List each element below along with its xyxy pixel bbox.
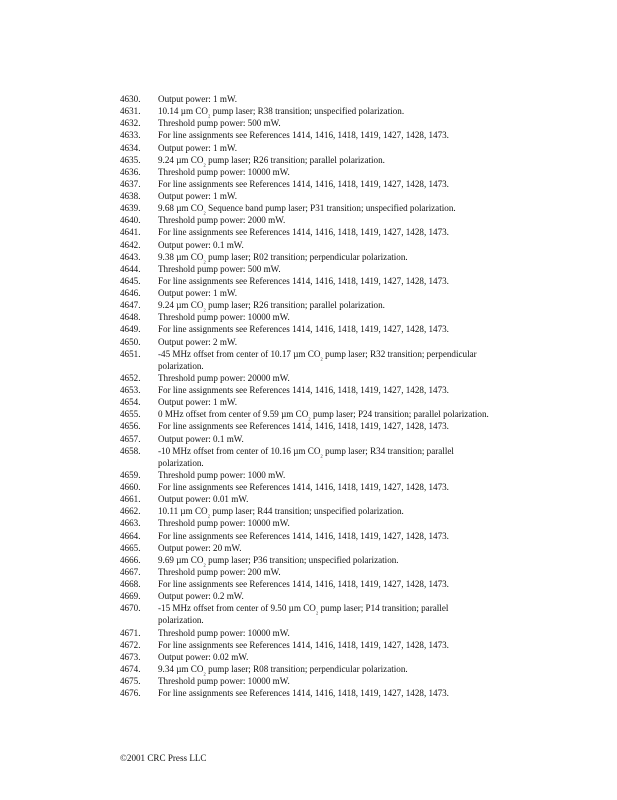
- entry-number: 4675.: [120, 676, 141, 686]
- list-item: [120, 517, 490, 529]
- entry-text: Threshold pump power: 10000 mW.: [158, 627, 290, 638]
- entry-text: For line assignments see References 1414, 1416, 1418, 1419, 1427, 1428, 1473.: [158, 579, 449, 589]
- entry-text: 9.38 µm $CO_{_2}$ pump laser; R02 transition; perpendicular polarization.: [158, 251, 408, 264]
- list-item: [120, 675, 490, 687]
- entry-text: For line assignments see References 1414, 1416, 1418, 1419, 1427, 1428, 1473.: [158, 130, 449, 141]
- entry-number: 4633.: [120, 130, 141, 141]
- list-item: [120, 372, 490, 384]
- entry-text: Output power: 0.2 mW.: [158, 591, 244, 602]
- entry-text: For line assignments see References 1414, 1416, 1418, 1419, 1427, 1428, 1473.: [158, 324, 449, 335]
- list-item: [120, 566, 490, 578]
- list-item: [120, 166, 490, 178]
- list-item: [120, 627, 490, 639]
- entry-text: Output power: 0.02 mW.: [158, 651, 249, 662]
- entry-text: -15 MHz offset from center of 9.50 µm $CO_{_2}$ pump laser; P14 transition; parallel polarization.: [158, 603, 449, 626]
- list-item: [120, 445, 490, 469]
- entry-number: 4632.: [120, 118, 141, 129]
- list-item: [120, 663, 490, 675]
- copyright-footer: ©2001 CRC Press LLC: [120, 753, 207, 763]
- entry-text: Output power: 1 mW.: [158, 94, 237, 104]
- entry-number: 4665.: [120, 542, 141, 553]
- list-item: [120, 433, 490, 445]
- entry-number: 4635.: [120, 154, 141, 165]
- list-item: [120, 481, 490, 493]
- entry-number: 4640.: [120, 215, 141, 226]
- entry-number: 4642.: [120, 239, 141, 250]
- list-item: [120, 93, 490, 105]
- entry-text: 9.24 µm $CO_{_2}$ pump laser; R26 transition; parallel polarization.: [158, 154, 385, 167]
- list-item: [120, 651, 490, 663]
- entry-number: 4660.: [120, 482, 141, 492]
- entry-text: 0 MHz offset from center of 9.59 µm $CO_{_2}$ pump laser; P24 transition; parallel polarization.: [158, 409, 489, 422]
- list-item: [120, 348, 490, 372]
- entry-number: 4657.: [120, 433, 141, 444]
- list-item: [120, 117, 490, 129]
- entry-number: 4648.: [120, 312, 141, 323]
- entry-number: 4655.: [120, 409, 141, 420]
- list-item: [120, 408, 490, 420]
- list-item: [120, 190, 490, 202]
- entry-text: Threshold pump power: 500 mW.: [158, 263, 281, 274]
- entry-text: For line assignments see References 1414, 1416, 1418, 1419, 1427, 1428, 1473.: [158, 421, 449, 432]
- list-item: [120, 530, 490, 542]
- list-item: [120, 505, 490, 517]
- entry-text: Output power: 0.01 mW.: [158, 494, 249, 505]
- entry-number: 4646.: [120, 288, 141, 298]
- entry-number: 4636.: [120, 166, 141, 177]
- list-item: [120, 214, 490, 226]
- entry-number: 4645.: [120, 275, 141, 286]
- entry-number: 4631.: [120, 106, 141, 117]
- entry-text: Output power: 1 mW.: [158, 288, 237, 298]
- list-item: [120, 384, 490, 396]
- entry-number: 4651.: [120, 348, 141, 359]
- list-item: [120, 578, 490, 590]
- entry-number: 4641.: [120, 227, 141, 238]
- entry-number: 4652.: [120, 372, 141, 383]
- entry-list: [120, 93, 490, 699]
- entry-number: 4654.: [120, 397, 141, 408]
- entry-text: Threshold pump power: 10000 mW.: [158, 166, 290, 177]
- list-item: [120, 420, 490, 432]
- list-item: [120, 154, 490, 166]
- entry-number: 4639.: [120, 203, 141, 214]
- entry-text: For line assignments see References 1414, 1416, 1418, 1419, 1427, 1428, 1473.: [158, 639, 449, 650]
- entry-text: -45 MHz offset from center of 10.17 µm $CO_{_2}$ pump laser; R32 transition; perpendicular polarization.: [158, 348, 477, 371]
- entry-number: 4634.: [120, 142, 141, 153]
- entry-text: For line assignments see References 1414, 1416, 1418, 1419, 1427, 1428, 1473.: [158, 530, 449, 541]
- entry-text: 9.34 µm $CO_{_2}$ pump laser; R08 transition; perpendicular polarization.: [158, 663, 408, 676]
- entry-number: 4671.: [120, 627, 141, 638]
- entry-number: 4638.: [120, 191, 141, 201]
- entry-number: 4669.: [120, 591, 141, 602]
- entry-number: 4662.: [120, 506, 141, 517]
- entry-number: 4664.: [120, 530, 141, 541]
- entry-number: 4650.: [120, 336, 141, 347]
- list-item: [120, 554, 490, 566]
- entry-number: 4656.: [120, 421, 141, 432]
- entry-number: 4653.: [120, 385, 141, 395]
- entry-number: 4667.: [120, 566, 141, 577]
- list-item: [120, 602, 490, 626]
- entry-text: Threshold pump power: 10000 mW.: [158, 676, 290, 686]
- entry-number: 4643.: [120, 251, 141, 262]
- list-item: [120, 687, 490, 699]
- entry-text: 9.24 µm $CO_{_2}$ pump laser; R26 transition; parallel polarization.: [158, 300, 385, 313]
- entry-text: Output power: 1 mW.: [158, 397, 237, 408]
- entry-text: For line assignments see References 1414, 1416, 1418, 1419, 1427, 1428, 1473.: [158, 688, 449, 699]
- entry-text: Output power: 20 mW.: [158, 542, 242, 553]
- list-item: [120, 323, 490, 335]
- entry-number: 4659.: [120, 469, 141, 480]
- entry-number: 4649.: [120, 324, 141, 335]
- entry-text: For line assignments see References 1414, 1416, 1418, 1419, 1427, 1428, 1473.: [158, 275, 449, 286]
- entry-text: Threshold pump power: 10000 mW.: [158, 312, 290, 323]
- list-item: [120, 336, 490, 348]
- entry-text: Threshold pump power: 20000 mW.: [158, 372, 290, 383]
- list-item: [120, 239, 490, 251]
- entry-text: Threshold pump power: 2000 mW.: [158, 215, 286, 226]
- entry-number: 4673.: [120, 651, 141, 662]
- list-item: [120, 299, 490, 311]
- entry-text: Output power: 0.1 mW.: [158, 239, 244, 250]
- entry-number: 4647.: [120, 300, 141, 311]
- entry-text: For line assignments see References 1414, 1416, 1418, 1419, 1427, 1428, 1473.: [158, 178, 449, 189]
- entry-number: 4674.: [120, 663, 141, 674]
- list-item: [120, 202, 490, 214]
- entry-number: 4670.: [120, 603, 141, 614]
- entry-text: 9.68 µm $CO_{_2}$ Sequence band pump laser; P31 transition; unspecified polarization.: [158, 203, 456, 216]
- list-item: [120, 129, 490, 141]
- entry-text: Threshold pump power: 500 mW.: [158, 118, 281, 129]
- entry-number: 4644.: [120, 263, 141, 274]
- list-item: [120, 469, 490, 481]
- entry-text: 10.14 µm $CO_{_2}$ pump laser; R38 transition; unspecified polarization.: [158, 106, 405, 119]
- entry-text: For line assignments see References 1414, 1416, 1418, 1419, 1427, 1428, 1473.: [158, 385, 449, 395]
- list-item: [120, 287, 490, 299]
- list-item: [120, 542, 490, 554]
- list-item: [120, 263, 490, 275]
- entry-text: Threshold pump power: 200 mW.: [158, 566, 281, 577]
- entry-number: 4661.: [120, 494, 141, 505]
- entry-number: 4676.: [120, 688, 141, 699]
- entry-number: 4666.: [120, 554, 141, 565]
- entry-number: 4672.: [120, 639, 141, 650]
- entry-text: Threshold pump power: 10000 mW.: [158, 518, 290, 529]
- list-item: [120, 396, 490, 408]
- entry-text: Threshold pump power: 1000 mW.: [158, 469, 286, 480]
- list-item: [120, 142, 490, 154]
- list-item: [120, 105, 490, 117]
- list-item: [120, 493, 490, 505]
- entry-text: -10 MHz offset from center of 10.16 µm $CO_{_2}$ pump laser; R34 transition; parallel polarization.: [158, 445, 454, 468]
- list-item: [120, 275, 490, 287]
- entry-text: For line assignments see References 1414, 1416, 1418, 1419, 1427, 1428, 1473.: [158, 227, 449, 238]
- entry-text: 9.69 µm $CO_{_2}$ pump laser; P36 transition; unspecified polarization.: [158, 554, 399, 567]
- entry-text: Output power: 1 mW.: [158, 191, 237, 201]
- entry-number: 4663.: [120, 518, 141, 529]
- entry-number: 4630.: [120, 94, 141, 104]
- list-item: [120, 251, 490, 263]
- entry-number: 4658.: [120, 445, 141, 456]
- entry-number: 4637.: [120, 178, 141, 189]
- entry-text: For line assignments see References 1414, 1416, 1418, 1419, 1427, 1428, 1473.: [158, 482, 449, 492]
- list-item: [120, 311, 490, 323]
- entry-text: Output power: 0.1 mW.: [158, 433, 244, 444]
- entry-text: 10.11 µm $CO_{_2}$ pump laser; R44 transition; unspecified polarization.: [158, 506, 404, 519]
- entry-number: 4668.: [120, 579, 141, 589]
- entry-text: Output power: 2 mW.: [158, 336, 237, 347]
- list-item: [120, 226, 490, 238]
- list-item: [120, 178, 490, 190]
- list-item: [120, 639, 490, 651]
- list-item: [120, 590, 490, 602]
- entry-text: Output power: 1 mW.: [158, 142, 237, 153]
